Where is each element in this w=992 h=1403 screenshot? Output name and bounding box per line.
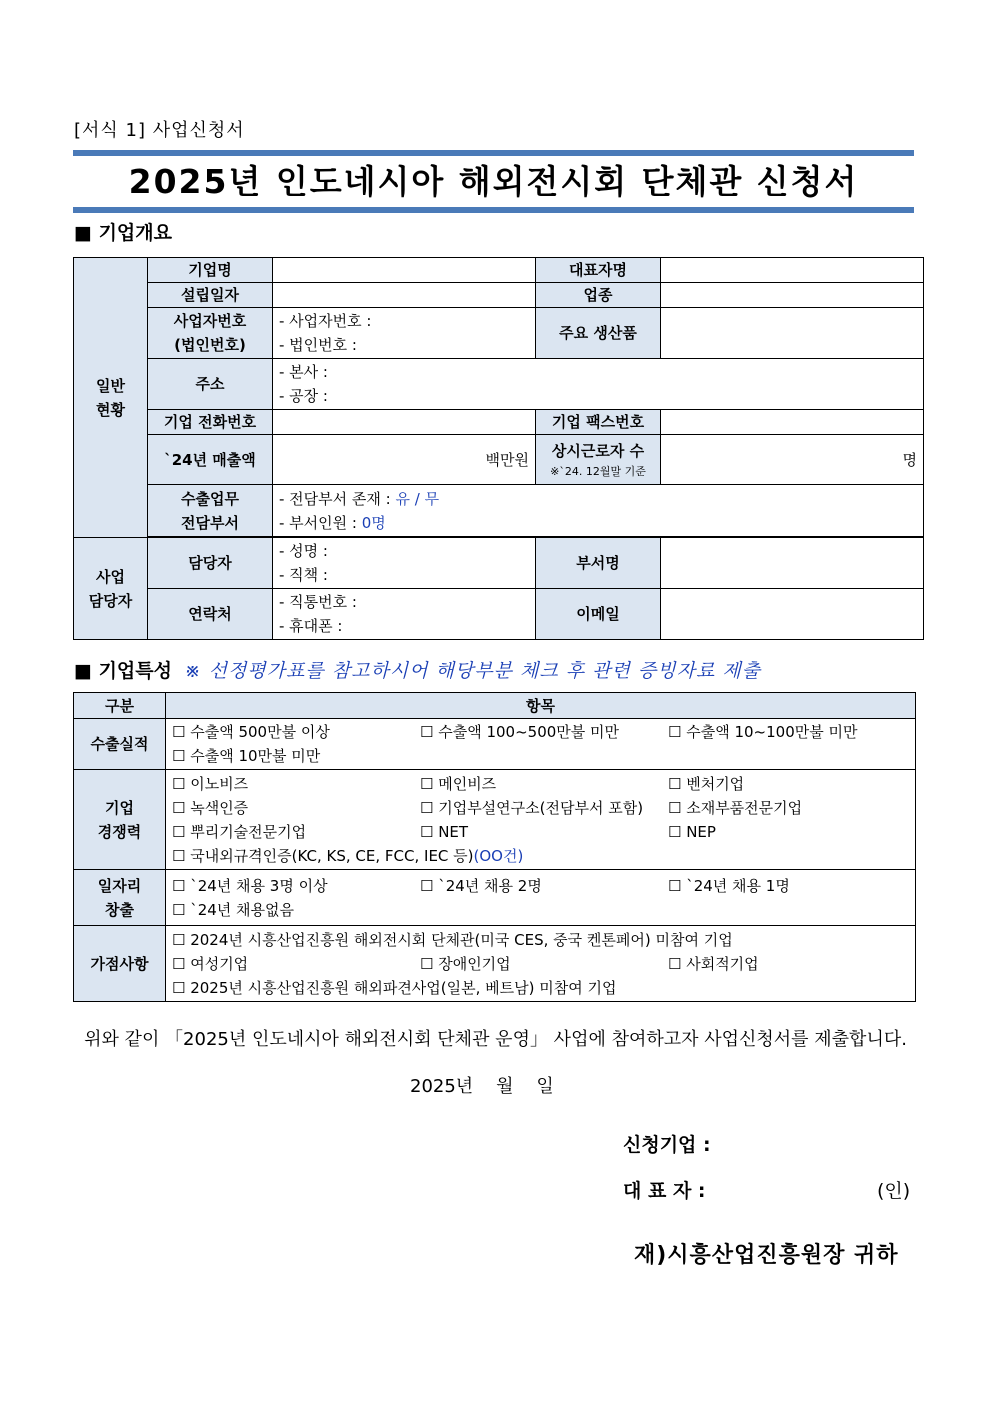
checkbox-net[interactable]: ☐ NET: [420, 822, 469, 841]
category-header: 구분: [74, 693, 166, 719]
checkbox-nep[interactable]: ☐ NEP: [668, 822, 716, 841]
person-in-charge-label: 담당자: [148, 538, 273, 589]
business-number-label: 사업자번호 (법인번호): [148, 308, 273, 359]
checkbox-social-enterprise[interactable]: ☐ 사회적기업: [668, 954, 759, 973]
checkbox-venture[interactable]: ☐ 벤처기업: [668, 774, 745, 793]
declaration-text: 위와 같이 「2025년 인도네시아 해외전시회 단체관 운영」 사업에 참여하고자 사업신청서를 제출합니다.: [84, 1029, 907, 1050]
items-header: 항목: [166, 693, 916, 719]
department-name-label: 부서명: [536, 538, 661, 589]
checkbox-intl-certification[interactable]: ☐ 국내외규격인증(KC, KS, CE, FCC, IEC 등)(OO건): [172, 846, 524, 865]
bullet-square-icon: ■: [74, 660, 92, 682]
section-company-overview-heading: [74, 218, 172, 245]
section-title: 기업특성: [98, 660, 172, 682]
main-products-field[interactable]: [661, 308, 924, 359]
checkbox-green-cert[interactable]: ☐ 녹색인증: [172, 798, 249, 817]
bonus-points-options: [166, 926, 916, 1002]
company-name-field[interactable]: [273, 258, 536, 283]
industry-field[interactable]: [661, 283, 924, 308]
job-creation-label: 일자리 창출: [74, 870, 166, 926]
checkbox-export-under-100k[interactable]: ☐ 수출액 10만불 미만: [172, 747, 321, 765]
ceo-name-field[interactable]: [661, 258, 924, 283]
title-bottom-rule: [73, 207, 914, 213]
fax-field[interactable]: [661, 410, 924, 435]
general-status-label: 일반 현황: [74, 258, 148, 538]
addressee: 재)시흥산업진흥원장 귀하: [634, 1243, 899, 1268]
email-field[interactable]: [661, 589, 924, 640]
checkbox-root-tech[interactable]: ☐ 뿌리기술전문기업: [172, 822, 307, 841]
employees-unit: 명: [902, 450, 917, 469]
export-performance-label: 수출실적: [74, 719, 166, 770]
checkbox-innobiz[interactable]: ☐ 이노비즈: [172, 774, 249, 793]
form-number-label: [서식 1] 사업신청서: [74, 120, 245, 141]
address-label: 주소: [148, 359, 273, 410]
phone-field[interactable]: [273, 410, 536, 435]
checkbox-export-1m-5m[interactable]: ☐ 수출액 100~500만불 미만: [420, 723, 620, 741]
checkbox-disabled-enterprise[interactable]: ☐ 장애인기업: [420, 954, 511, 973]
section-note: ※ 선정평가표를 참고하시어 해당부분 체크 후 관련 증빙자료 제출: [184, 660, 762, 682]
bonus-points-label: 가점사항: [74, 926, 166, 1002]
dept-exists-options: 유 / 무: [395, 489, 440, 508]
sales-label: `24년 매출액: [148, 435, 273, 485]
company-overview-table: [73, 257, 924, 640]
export-dept-label: 수출업무 전담부서: [148, 485, 273, 537]
competitiveness-options: [166, 770, 916, 870]
checkbox-hire-1[interactable]: ☐ `24년 채용 1명: [668, 876, 790, 895]
checkbox-hire-none[interactable]: ☐ `24년 채용없음: [172, 900, 295, 919]
employees-field[interactable]: [661, 435, 924, 485]
export-performance-options: [166, 719, 916, 770]
checkbox-mainbiz[interactable]: ☐ 메인비즈: [420, 774, 497, 793]
founded-date-label: 설립일자: [148, 283, 273, 308]
phone-label: 기업 전화번호: [148, 410, 273, 435]
employees-label: 상시근로자 수 ※`24. 12월말 기준: [536, 435, 661, 485]
checkbox-hire-2[interactable]: ☐ `24년 채용 2명: [420, 876, 542, 895]
job-creation-options: [166, 870, 916, 926]
address-field[interactable]: - 본사 : - 공장 :: [273, 359, 924, 410]
business-number-field[interactable]: - 사업자번호 : - 법인번호 :: [273, 308, 536, 359]
application-date: 2025년 월 일: [410, 1076, 554, 1097]
sales-field[interactable]: [273, 435, 536, 485]
contact-label: 연락처: [148, 589, 273, 640]
sales-unit: 백만원: [485, 450, 529, 469]
checkbox-export-over-5m[interactable]: ☐ 수출액 500만불 이상: [172, 723, 330, 741]
dept-staff-count: 0명: [361, 513, 386, 532]
representative-label: 대 표 자 :: [623, 1180, 706, 1202]
section-company-characteristics-heading: [74, 656, 761, 683]
fax-label: 기업 팩스번호: [536, 410, 661, 435]
checkbox-hire-3plus[interactable]: ☐ `24년 채용 3명 이상: [172, 876, 328, 895]
project-manager-label: 사업 담당자: [74, 538, 148, 640]
checkbox-export-100k-1m[interactable]: ☐ 수출액 10~100만불 미만: [668, 723, 858, 741]
industry-label: 업종: [536, 283, 661, 308]
checkbox-materials-parts[interactable]: ☐ 소재부품전문기업: [668, 798, 803, 817]
employees-note: ※`24. 12월말 기준: [550, 464, 646, 478]
checkbox-rnd-center[interactable]: ☐ 기업부설연구소(전담부서 포함): [420, 798, 644, 817]
bullet-square-icon: ■: [74, 222, 92, 244]
title-top-rule: [73, 150, 914, 156]
seal-mark: (인): [877, 1180, 911, 1202]
founded-date-field[interactable]: [273, 283, 536, 308]
email-label: 이메일: [536, 589, 661, 640]
document-title: 2025년 인도네시아 해외전시회 단체관 신청서: [128, 162, 859, 201]
checkbox-no-2024-exhibition[interactable]: ☐ 2024년 시흥산업진흥원 해외전시회 단체관(미국 CES, 중국 켄톤페어) 미참여 기업: [172, 930, 733, 949]
company-characteristics-table: [73, 692, 916, 1002]
ceo-name-label: 대표자명: [536, 258, 661, 283]
contact-field[interactable]: - 직통번호 : - 휴대폰 :: [273, 589, 536, 640]
export-dept-field[interactable]: - 전담부서 존재 : 유 / 무 - 부서인원 : 0명: [273, 485, 924, 537]
applicant-company-label: 신청기업 :: [623, 1134, 711, 1156]
checkbox-no-2025-dispatch[interactable]: ☐ 2025년 시흥산업진흥원 해외파견사업(일본, 베트남) 미참여 기업: [172, 978, 617, 997]
person-in-charge-field[interactable]: - 성명 : - 직책 :: [273, 538, 536, 589]
department-name-field[interactable]: [661, 538, 924, 589]
checkbox-women-enterprise[interactable]: ☐ 여성기업: [172, 954, 249, 973]
company-name-label: 기업명: [148, 258, 273, 283]
section-title: 기업개요: [98, 222, 172, 244]
main-products-label: 주요 생산품: [536, 308, 661, 359]
competitiveness-label: 기업 경쟁력: [74, 770, 166, 870]
